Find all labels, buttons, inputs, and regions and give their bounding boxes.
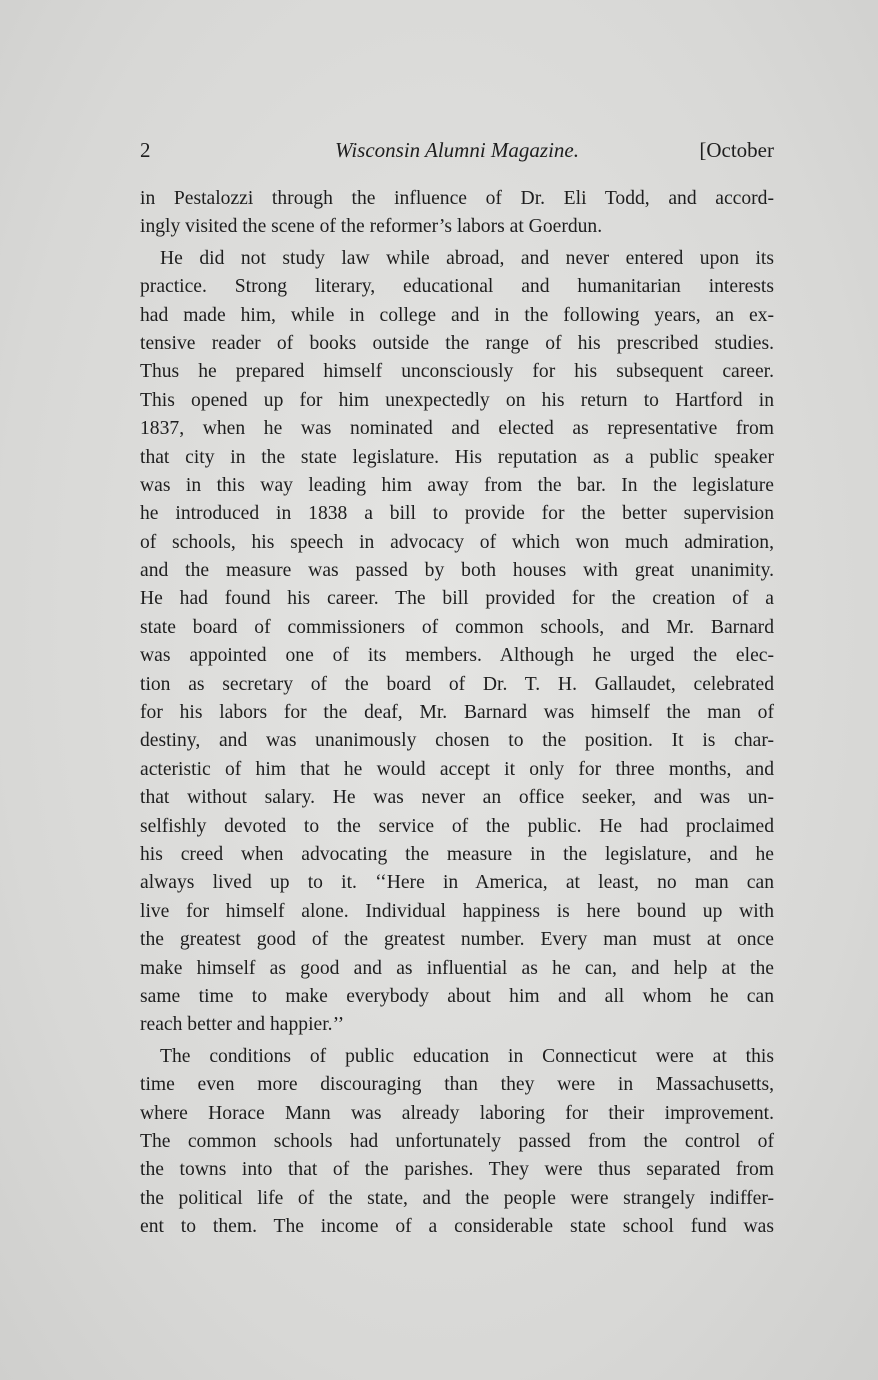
text-line: practice. Strong literary, educational and humanitarian interests [140,276,774,298]
text-line: that without salary. He was never an office seeker, and was un- [140,787,774,809]
page-number: 2 [140,138,151,162]
paragraph [140,245,774,1040]
text-line: of schools, his speech in advocacy of which won much admiration, [140,531,774,553]
text-line: where Horace Mann was already laboring for their improvement. [140,1102,774,1124]
page-header [140,138,774,170]
text-line: was appointed one of its members. Although he urged the elec- [140,645,774,667]
text-line: acteristic of him that he would accept it only for three months, and [140,758,774,780]
text-line: The common schools had unfortunately passed from the control of [140,1130,774,1152]
running-title: Wisconsin Alumni Magazine. [334,138,580,162]
text-line: he introduced in 1838 a bill to provide for the better supervision [140,503,774,525]
text-line: that city in the state legislature. His reputation as a public speaker [140,446,774,468]
text-line: destiny, and was unanimously chosen to the position. It is char- [140,730,774,752]
text-line: reach better and happier.’’ [140,1014,345,1036]
text-line: had made him, while in college and in the following years, an ex- [140,304,774,326]
text-line: make himself as good and as influential as he can, and help at the [140,957,774,979]
text-line: was in this way leading him away from the bar. In the legislature [140,474,774,496]
text-line: and the measure was passed by both houses with great unanimity. [140,560,774,582]
text-line: same time to make everybody about him and all whom he can [140,985,774,1007]
text-line: He had found his career. The bill provided for the creation of a [140,588,774,610]
text-line: the towns into that of the parishes. They were thus separated from [140,1159,774,1181]
body-text [140,185,774,1241]
text-line: state board of commissioners of common schools, and Mr. Barnard [140,616,774,638]
text-line: in Pestalozzi through the influence of Dr. Eli Todd, and accord- [140,188,774,209]
text-line: This opened up for him unexpectedly on his return to Hartford in [140,389,774,411]
text-line: The conditions of public education in Connecticut were at this [160,1045,774,1067]
text-line: He did not study law while abroad, and never entered upon its [160,247,774,269]
text-line: 1837, when he was nominated and elected as representative from [140,418,774,440]
text-line: tensive reader of books outside the range of his prescribed studies. [140,332,774,354]
text-line: ingly visited the scene of the reformer’s labors at Goerdun. [140,216,603,238]
text-line: Thus he prepared himself unconsciously for his subsequent career. [140,361,774,383]
text-line: selfishly devoted to the service of the public. He had proclaimed [140,815,774,837]
text-line: his creed when advocating the measure in the legislature, and he [140,843,774,865]
text-line: for his labors for the deaf, Mr. Barnard was himself the man of [140,702,774,724]
text-line: the greatest good of the greatest number. Every man must at once [140,929,774,951]
text-line: the political life of the state, and the people were strangely indiffer- [140,1187,774,1209]
text-line: always lived up to it. ‘‘Here in America, at least, no man can [140,872,774,894]
text-line: ent to them. The income of a considerable state school fund was [140,1216,774,1238]
text-line: time even more discouraging than they were in Massachusetts, [140,1074,774,1096]
text-line: live for himself alone. Individual happiness is here bound up with [140,900,774,922]
text-line: tion as secretary of the board of Dr. T. H. Gallaudet, celebrated [140,673,774,695]
paragraph [140,1043,774,1242]
issue-month: [October [699,138,774,162]
paragraph [140,185,774,242]
